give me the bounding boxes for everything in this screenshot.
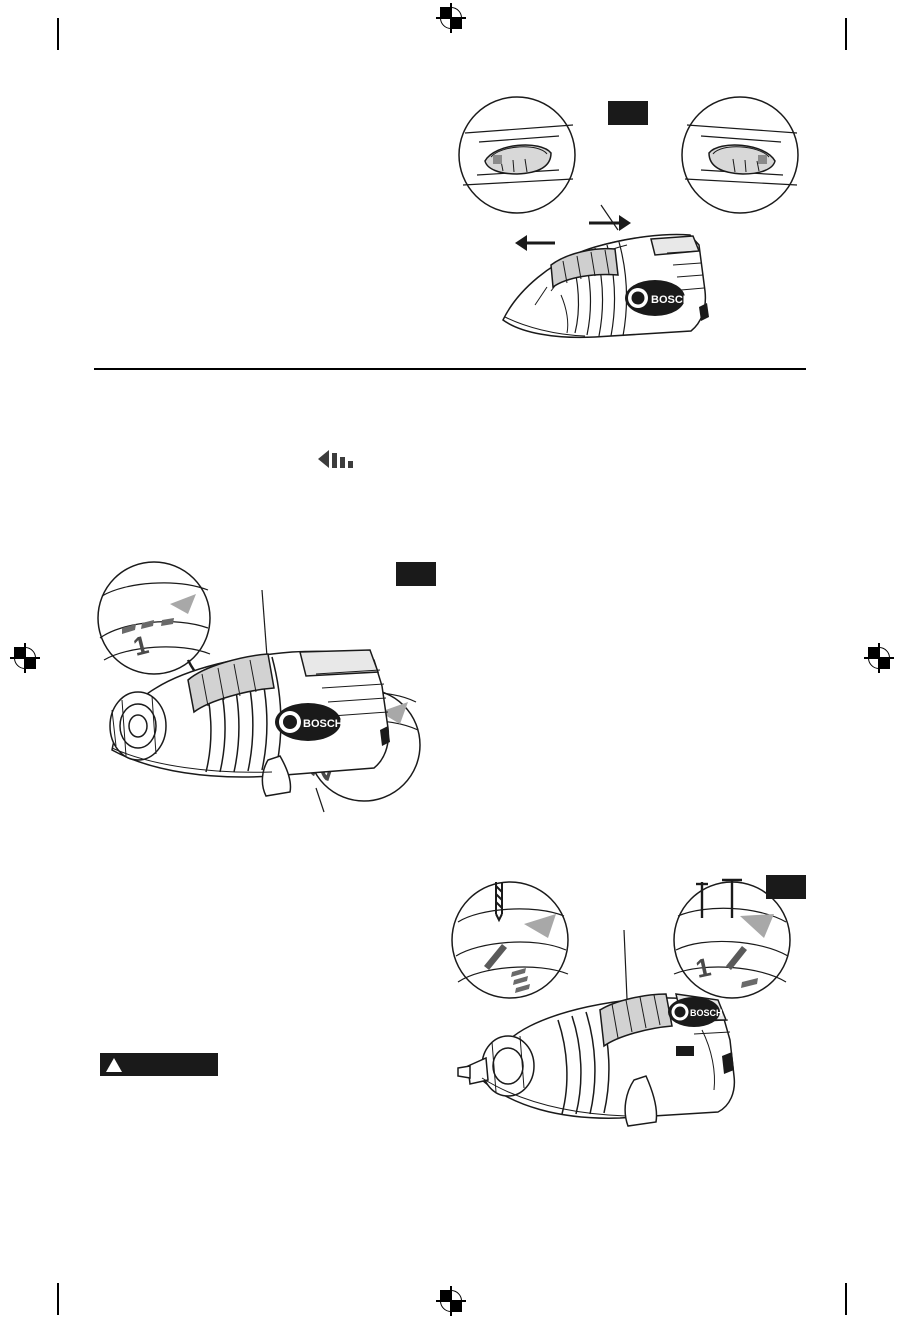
figure-16-illustration [450, 870, 810, 1150]
figure-14-number-box [608, 101, 648, 125]
figure-16-number-box [766, 875, 806, 899]
section-divider-rule [94, 368, 806, 370]
registration-mark-left [10, 643, 40, 673]
registration-mark-bottom [436, 1286, 466, 1316]
figure-14-illustration [455, 95, 805, 350]
registration-mark-right [864, 643, 894, 673]
crop-mark-bottom-right [845, 1283, 847, 1315]
registration-mark-top [436, 3, 466, 33]
warning-banner [100, 1053, 218, 1076]
figure-15-number-box [396, 562, 436, 586]
svg-text:BOSCH: BOSCH [303, 718, 343, 730]
warning-triangle-icon [106, 1058, 122, 1072]
crop-mark-top-left [57, 18, 59, 50]
svg-text:BOSCH: BOSCH [651, 294, 691, 306]
crop-mark-bottom-left [57, 1283, 59, 1315]
battery-gauge-icon [318, 448, 353, 468]
svg-text:1: 1 [693, 951, 714, 984]
figure-15-illustration [92, 560, 432, 830]
svg-text:1: 1 [130, 629, 152, 662]
crop-mark-top-right [845, 18, 847, 50]
svg-text:BOSCH: BOSCH [690, 1008, 723, 1018]
